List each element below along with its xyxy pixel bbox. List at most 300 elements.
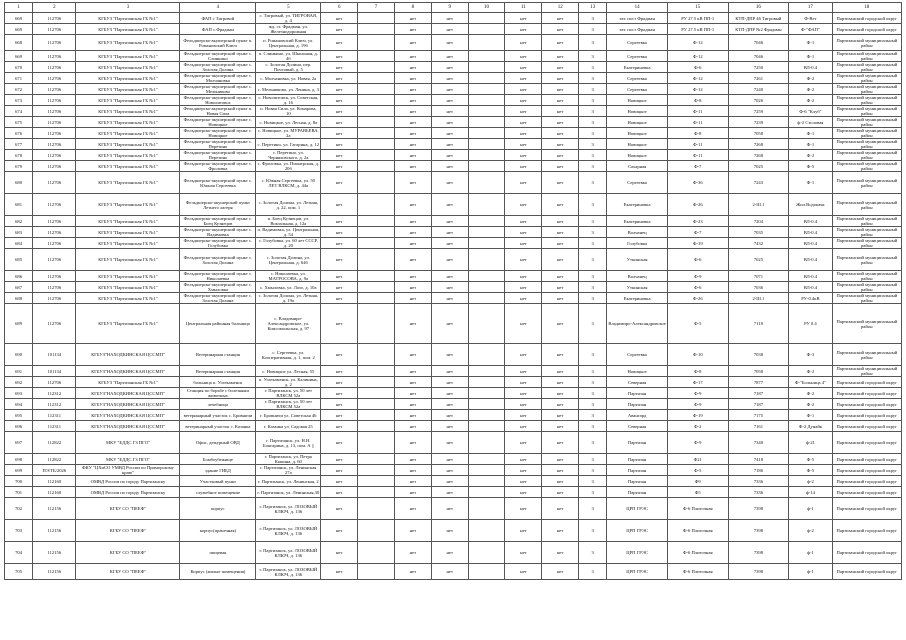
table-cell: тат. пост Фрадман bbox=[607, 13, 668, 24]
table-row bbox=[5, 487, 902, 498]
table-cell bbox=[468, 498, 505, 520]
table-cell bbox=[358, 465, 395, 476]
table-cell: 112706 bbox=[33, 194, 76, 216]
table-cell: нет bbox=[505, 344, 542, 366]
table-cell: нет bbox=[505, 421, 542, 432]
table-cell: нет bbox=[431, 271, 468, 282]
table-cell: нет bbox=[505, 139, 542, 150]
table-cell: нет bbox=[321, 24, 358, 35]
table-cell: Ф-1 bbox=[789, 139, 832, 150]
table-cell: нет bbox=[431, 487, 468, 498]
table-cell: Ф-9 bbox=[667, 399, 728, 410]
table-cell bbox=[358, 106, 395, 117]
table-cell: 3 bbox=[579, 227, 607, 238]
table-cell: Ф-6 bbox=[667, 62, 728, 73]
table-cell bbox=[468, 564, 505, 580]
table-cell: КГБУЗ "Партизанская ГБ №1" bbox=[76, 238, 180, 249]
table-cell: 669 bbox=[5, 24, 33, 35]
table-cell: 3 bbox=[579, 304, 607, 344]
table-cell: нет bbox=[431, 172, 468, 194]
table-cell: КГБУЗ"НАХОДКИНСКАЯ ЦССМП" bbox=[76, 410, 180, 421]
table-cell: ОМВД России по городу Партизанску bbox=[76, 487, 180, 498]
table-cell: нет bbox=[431, 344, 468, 366]
table-cell: Ф-12 bbox=[667, 35, 728, 51]
column-number: 11 bbox=[505, 3, 542, 13]
table-cell: ф-1 bbox=[789, 498, 832, 520]
table-cell: п. Слинкино, ул. Школьная, д. 4б bbox=[256, 51, 321, 62]
column-number: 6 bbox=[321, 3, 358, 13]
table-cell: 112156 bbox=[33, 498, 76, 520]
table-cell: Партизанский городской округ bbox=[832, 564, 901, 580]
table-cell: ЦРП ГРЭС bbox=[607, 542, 668, 564]
table-cell: 700 bbox=[5, 476, 33, 487]
table-cell: с. Новолитовск, ул. Советская, д. 16 bbox=[256, 95, 321, 106]
table-cell: Ф-12 bbox=[667, 73, 728, 84]
table-cell: Екатериновка bbox=[607, 62, 668, 73]
table-cell: Ветеринарная станция bbox=[180, 344, 256, 366]
table-cell: Центральная районная больница bbox=[180, 304, 256, 344]
table-cell: Ф-5 bbox=[789, 161, 832, 172]
table-cell: КГБУ СО "ПЕЕФ" bbox=[76, 564, 180, 580]
table-cell: Сергеевка bbox=[607, 51, 668, 62]
table-cell: 695 bbox=[5, 410, 33, 421]
table-cell: ВЛ-0.4 bbox=[789, 227, 832, 238]
table-cell: 678 bbox=[5, 150, 33, 161]
table-cell: Фельдшерско-акушерский пункт с. Молчановка bbox=[180, 73, 256, 84]
table-cell: 3 bbox=[579, 293, 607, 304]
table-cell: Ф-6 bbox=[667, 249, 728, 271]
table-cell: 7071 bbox=[728, 271, 789, 282]
table-cell: нет bbox=[394, 216, 431, 227]
table-row bbox=[5, 465, 902, 476]
table-cell: г. Партизанск, ул. Петра Кашина, д. 60 bbox=[256, 454, 321, 465]
table-cell: 7204 bbox=[728, 216, 789, 227]
table-cell: Сергеевка bbox=[607, 344, 668, 366]
table-cell bbox=[468, 344, 505, 366]
table-cell: нет bbox=[394, 388, 431, 399]
table-cell bbox=[468, 139, 505, 150]
table-cell: Ф9 bbox=[667, 476, 728, 487]
table-cell: 691 bbox=[5, 366, 33, 377]
table-cell: 112156 bbox=[33, 542, 76, 564]
table-cell: 688 bbox=[5, 293, 33, 304]
table-cell: ф-2 Столовая bbox=[789, 117, 832, 128]
table-cell: п. Боец Кузнецов, ул. Вокзальная, д. 12а bbox=[256, 216, 321, 227]
table-row bbox=[5, 476, 902, 487]
table-cell bbox=[468, 128, 505, 139]
table-cell: Ф-2 bbox=[789, 366, 832, 377]
table-cell: нет bbox=[542, 194, 579, 216]
table-cell: 677 bbox=[5, 139, 33, 150]
table-cell bbox=[468, 161, 505, 172]
table-cell: нет bbox=[321, 432, 358, 454]
table-cell: ВЛ-0.4 bbox=[789, 282, 832, 293]
table-cell: Екатериновка bbox=[607, 293, 668, 304]
table-cell: 697 bbox=[5, 432, 33, 454]
table-cell: Партизанский городской округ bbox=[832, 410, 901, 421]
table-cell: Ф-6 Плиточная bbox=[667, 542, 728, 564]
table-cell: нет bbox=[321, 172, 358, 194]
table-cell: КГБУЗ "Партизанская ГБ №1" bbox=[76, 128, 180, 139]
table-cell: 3 bbox=[579, 388, 607, 399]
table-cell: КГБУЗ "Партизанская ГБ №1" bbox=[76, 161, 180, 172]
table-row bbox=[5, 227, 902, 238]
table-cell: 7239 bbox=[728, 117, 789, 128]
table-cell bbox=[468, 432, 505, 454]
table-cell: 112706 bbox=[33, 216, 76, 227]
table-cell: нет bbox=[394, 128, 431, 139]
table-cell: Ф21 bbox=[667, 454, 728, 465]
table-cell: Партизанский городской округ bbox=[832, 421, 901, 432]
table-cell bbox=[468, 399, 505, 410]
table-cell: нет bbox=[431, 117, 468, 128]
table-cell: КТП-ДПР 46 Тигровый bbox=[728, 13, 789, 24]
table-cell: здание ГИБД bbox=[180, 465, 256, 476]
table-cell: КГБУЗ "Партизанская ГБ №1" bbox=[76, 150, 180, 161]
table-cell: нет bbox=[431, 13, 468, 24]
table-cell: 7035 bbox=[728, 227, 789, 238]
table-cell: нет bbox=[505, 194, 542, 216]
table-cell bbox=[358, 304, 395, 344]
table-cell: КГБУЗ "Партизанская ГБ №1" bbox=[76, 24, 180, 35]
table-cell: Партизанский городской округ bbox=[832, 498, 901, 520]
column-number: 5 bbox=[256, 3, 321, 13]
table-cell: нет bbox=[321, 498, 358, 520]
table-cell: нет bbox=[394, 172, 431, 194]
table-cell: 112706 bbox=[33, 172, 76, 194]
table-cell: нет bbox=[394, 13, 431, 24]
table-cell: Фельдшерско-акушерский пункт с. Южная Сергеевка bbox=[180, 172, 256, 194]
table-cell: 7046 bbox=[728, 51, 789, 62]
table-row bbox=[5, 139, 902, 150]
column-number: 2 bbox=[33, 3, 76, 13]
table-cell: Ф-7 bbox=[667, 227, 728, 238]
table-cell: 112706 bbox=[33, 282, 76, 293]
table-cell: 3 bbox=[579, 377, 607, 388]
table-cell: нет bbox=[542, 227, 579, 238]
table-cell: с. Мельниково, ул. Ленина, д. 3 bbox=[256, 84, 321, 95]
table-cell: 3 bbox=[579, 161, 607, 172]
table-cell: нет bbox=[542, 454, 579, 465]
table-cell: 3 bbox=[579, 476, 607, 487]
table-row bbox=[5, 454, 902, 465]
table-cell: Партизанский муниципальный район bbox=[832, 249, 901, 271]
table-cell: Сахарная bbox=[607, 161, 668, 172]
table-cell bbox=[358, 62, 395, 73]
table-cell: нет bbox=[542, 13, 579, 24]
table-cell: нет bbox=[542, 377, 579, 388]
table-cell bbox=[358, 172, 395, 194]
table-row bbox=[5, 520, 902, 542]
table-cell: 7398 bbox=[728, 564, 789, 580]
table-cell: нет bbox=[394, 227, 431, 238]
table-cell: нет bbox=[542, 128, 579, 139]
table-cell bbox=[358, 84, 395, 95]
table-cell: нет bbox=[505, 84, 542, 95]
table-cell: нет bbox=[505, 282, 542, 293]
table-cell: 7261 bbox=[728, 73, 789, 84]
table-cell: нет bbox=[431, 432, 468, 454]
table-cell: 3 bbox=[579, 95, 607, 106]
table-cell: 112706 bbox=[33, 377, 76, 388]
table-cell: нет bbox=[321, 13, 358, 24]
table-cell: 7036 bbox=[728, 282, 789, 293]
table-cell bbox=[358, 293, 395, 304]
table-cell bbox=[358, 487, 395, 498]
table-cell: КГБУ СО "ПЕЕФ" bbox=[76, 542, 180, 564]
table-cell: Партизанский муниципальный район bbox=[832, 128, 901, 139]
table-cell: Фельдшерско-акушерский пункт п. Новая Сила bbox=[180, 106, 256, 117]
table-cell bbox=[358, 432, 395, 454]
table-cell: нет bbox=[505, 410, 542, 421]
table-cell: 683 bbox=[5, 227, 33, 238]
table-cell: 3 bbox=[579, 344, 607, 366]
table-cell: нет bbox=[542, 238, 579, 249]
table-cell: КГБУЗ "Партизанская ГБ №1" bbox=[76, 95, 180, 106]
table-cell bbox=[358, 399, 395, 410]
table-cell: служебное помещение bbox=[180, 487, 256, 498]
table-cell: нет bbox=[542, 150, 579, 161]
table-cell bbox=[358, 128, 395, 139]
table-cell: 3 bbox=[579, 238, 607, 249]
table-cell bbox=[358, 454, 395, 465]
table-cell: с. Хмыловка, ул. Лазо, д. 10а bbox=[256, 282, 321, 293]
table-cell: нет bbox=[542, 421, 579, 432]
table-cell: п. Новая Сила, ул. Комарова, 10 bbox=[256, 106, 321, 117]
table-cell: Партизанский муниципальный район bbox=[832, 304, 901, 344]
table-cell: нет bbox=[505, 564, 542, 580]
table-cell: 692 bbox=[5, 377, 33, 388]
table-cell: КГБУЗ"НАХОДКИНСКАЯ ЦССМП" bbox=[76, 399, 180, 410]
table-cell: Сергеевка bbox=[607, 35, 668, 51]
table-cell bbox=[358, 388, 395, 399]
table-cell: 7250 bbox=[728, 62, 789, 73]
table-cell bbox=[468, 410, 505, 421]
table-cell bbox=[358, 520, 395, 542]
table-cell: Ф-2 bbox=[789, 150, 832, 161]
table-cell: Ф-6 bbox=[667, 282, 728, 293]
table-cell: нет bbox=[431, 564, 468, 580]
table-cell: 705 bbox=[5, 564, 33, 580]
table-cell: нет bbox=[321, 465, 358, 476]
table-cell: Ф-5 bbox=[789, 454, 832, 465]
table-cell: Ф-10 bbox=[667, 344, 728, 366]
table-cell: КГБУ СО "ПЕЕФ" bbox=[76, 498, 180, 520]
table-cell: Партизанский муниципальный район bbox=[832, 282, 901, 293]
table-cell bbox=[358, 542, 395, 564]
table-row bbox=[5, 366, 902, 377]
table-cell: г. Партизанск, ул. 50 лет ВЛКСМ 52а bbox=[256, 399, 321, 410]
table-cell bbox=[468, 106, 505, 117]
table-cell bbox=[468, 84, 505, 95]
table-cell: нет bbox=[321, 282, 358, 293]
table-cell: 112706 bbox=[33, 139, 76, 150]
table-cell: 101134 bbox=[33, 366, 76, 377]
table-cell: 101134 bbox=[33, 344, 76, 366]
table-cell: нет bbox=[505, 487, 542, 498]
table-cell: нет bbox=[321, 476, 358, 487]
table-cell: нет bbox=[431, 377, 468, 388]
table-cell: нет bbox=[505, 24, 542, 35]
table-cell: 112156 bbox=[33, 564, 76, 580]
table-cell: с. Сергеевка, ул. Кооперативная, д. 1, пом. 2 bbox=[256, 344, 321, 366]
table-cell: нет bbox=[321, 399, 358, 410]
table-cell: Ф-2 Дунайк bbox=[789, 421, 832, 432]
table-cell: нет bbox=[394, 271, 431, 282]
table-cell: Ф-6 "Клуб" bbox=[789, 106, 832, 117]
document-page bbox=[4, 2, 902, 580]
table-cell bbox=[358, 249, 395, 271]
table-cell: нет bbox=[321, 388, 358, 399]
table-cell: Ф-36 bbox=[667, 172, 728, 194]
table-cell: Ф-2 bbox=[789, 95, 832, 106]
table-cell: КГБУЗ"НАХОДКИНСКАЯ ЦССМП" bbox=[76, 344, 180, 366]
table-cell: 698 bbox=[5, 454, 33, 465]
table-cell: Ф-19 bbox=[667, 238, 728, 249]
table-cell: нет bbox=[542, 172, 579, 194]
table-cell bbox=[358, 216, 395, 227]
table-cell: нет bbox=[505, 161, 542, 172]
table-cell: Ф-9 bbox=[667, 388, 728, 399]
table-cell: РУ 27.5 кВ ПП-1 bbox=[667, 24, 728, 35]
table-row bbox=[5, 128, 902, 139]
table-row bbox=[5, 24, 902, 35]
table-cell: 112706 bbox=[33, 128, 76, 139]
table-cell: Офис, дежурный ОВД bbox=[180, 432, 256, 454]
table-cell: 3 bbox=[579, 172, 607, 194]
table-cell: 684 bbox=[5, 238, 33, 249]
table-cell: 7432 bbox=[728, 238, 789, 249]
table-cell: Фельдшерско-акушерский пункт с. Боец Кузнецов bbox=[180, 216, 256, 227]
table-cell: нет bbox=[321, 410, 358, 421]
table-cell: Жил.Водокачк bbox=[789, 194, 832, 216]
table-cell: нет bbox=[321, 271, 358, 282]
table-cell: нет bbox=[394, 84, 431, 95]
table-cell: 3 bbox=[579, 84, 607, 95]
table-cell: нет bbox=[542, 304, 579, 344]
table-cell bbox=[468, 24, 505, 35]
table-cell: нет bbox=[394, 410, 431, 421]
table-cell: нет bbox=[431, 498, 468, 520]
table-cell: 699 bbox=[5, 465, 33, 476]
table-cell: 3 bbox=[579, 399, 607, 410]
column-number: 8 bbox=[394, 3, 431, 13]
table-cell: 7336 bbox=[728, 487, 789, 498]
column-number: 4 bbox=[180, 3, 256, 13]
table-cell: нет bbox=[505, 227, 542, 238]
table-cell: РУ-0.4кВ bbox=[789, 293, 832, 304]
table-cell bbox=[468, 542, 505, 564]
table-cell bbox=[358, 564, 395, 580]
table-cell: Ф-7 bbox=[667, 161, 728, 172]
table-cell: 3 bbox=[579, 13, 607, 24]
table-cell: 112706 bbox=[33, 238, 76, 249]
table-cell: 702 bbox=[5, 498, 33, 520]
table-cell: Фельдшерско-акушерский пункт с. Перетино bbox=[180, 150, 256, 161]
table-cell: КГБУЗ "Партизанская ГБ №1" bbox=[76, 304, 180, 344]
table-cell: нет bbox=[394, 520, 431, 542]
table-cell: Партизанский муниципальный район bbox=[832, 227, 901, 238]
table-cell bbox=[358, 410, 395, 421]
table-cell: нет bbox=[505, 51, 542, 62]
table-cell bbox=[358, 476, 395, 487]
table-cell: нет bbox=[542, 62, 579, 73]
table-cell: Ф-26 bbox=[667, 293, 728, 304]
table-cell bbox=[468, 95, 505, 106]
table-cell: г. Партизанск, ул. Ленинская 27а bbox=[256, 465, 321, 476]
table-cell bbox=[358, 51, 395, 62]
table-cell: КГБУЗ"НАХОДКИНСКАЯ ЦССМП" bbox=[76, 421, 180, 432]
table-cell bbox=[468, 150, 505, 161]
table-cell: Партизанский городской округ bbox=[832, 377, 901, 388]
table-cell: нет bbox=[542, 161, 579, 172]
table-cell: 690 bbox=[5, 344, 33, 366]
table-cell: Ф-6 Плиточная bbox=[667, 498, 728, 520]
table-cell: ВЛ-0.4 bbox=[789, 62, 832, 73]
table-cell: Партизанский городской округ bbox=[832, 454, 901, 465]
table-cell: Северная bbox=[607, 421, 668, 432]
table-cell: ЦРП ГРЭС bbox=[607, 520, 668, 542]
table-cell: нет bbox=[542, 139, 579, 150]
table-cell: Партизанский городской округ bbox=[832, 399, 901, 410]
table-cell: Фельдшерско-акушерский пункт с. Новицкое bbox=[180, 117, 256, 128]
table-cell: нет bbox=[505, 476, 542, 487]
table-cell: Ф-1 bbox=[789, 35, 832, 51]
table-cell: п. Углекаменск, ул. Калинина, д. 2 bbox=[256, 377, 321, 388]
table-cell: нет bbox=[394, 304, 431, 344]
data-table bbox=[4, 2, 902, 580]
table-row bbox=[5, 399, 902, 410]
table-cell: Сергеевка bbox=[607, 84, 668, 95]
table-cell bbox=[468, 238, 505, 249]
table-cell: 3 bbox=[579, 194, 607, 216]
table-cell: Партизанский муниципальный район bbox=[832, 62, 901, 73]
table-cell: 7877 bbox=[728, 377, 789, 388]
table-cell: 672 bbox=[5, 84, 33, 95]
table-cell: 112312 bbox=[33, 388, 76, 399]
table-cell: нет bbox=[394, 487, 431, 498]
table-cell: Партизанский муниципальный район bbox=[832, 194, 901, 216]
table-cell: 7187 bbox=[728, 399, 789, 410]
table-cell: нет bbox=[431, 421, 468, 432]
table-cell: Партизанский муниципальный район bbox=[832, 95, 901, 106]
table-cell: нет bbox=[542, 542, 579, 564]
table-cell: нет bbox=[542, 282, 579, 293]
table-cell: нет bbox=[505, 498, 542, 520]
table-cell: Ф-2 bbox=[789, 388, 832, 399]
table-cell: нет bbox=[321, 304, 358, 344]
table-cell bbox=[468, 194, 505, 216]
table-cell: пищевая bbox=[180, 542, 256, 564]
table-cell: 112706 bbox=[33, 51, 76, 62]
table-cell: нет bbox=[394, 421, 431, 432]
table-cell: Участковый пункт bbox=[180, 476, 256, 487]
table-cell: нет bbox=[394, 293, 431, 304]
table-cell: нет bbox=[321, 377, 358, 388]
table-row bbox=[5, 293, 902, 304]
table-cell: Ф5 bbox=[667, 487, 728, 498]
table-cell: КГБУЗ "Партизанская ГБ №1" bbox=[76, 194, 180, 216]
table-cell: КГБУЗ "Партизанская ГБ №1" bbox=[76, 249, 180, 271]
table-cell: Ф-2 bbox=[789, 399, 832, 410]
table-cell: нет bbox=[321, 454, 358, 465]
table-row bbox=[5, 172, 902, 194]
table-cell: г. Партизанск, ул. 50 лет ВЛКСМ 52а bbox=[256, 388, 321, 399]
table-cell: Ф-5 bbox=[667, 465, 728, 476]
table-cell bbox=[468, 271, 505, 282]
table-cell: с. Золотая Долина, ул. Летняя, д. 22, пом. 1 bbox=[256, 194, 321, 216]
table-cell: Партизанский муниципальный район bbox=[832, 84, 901, 95]
